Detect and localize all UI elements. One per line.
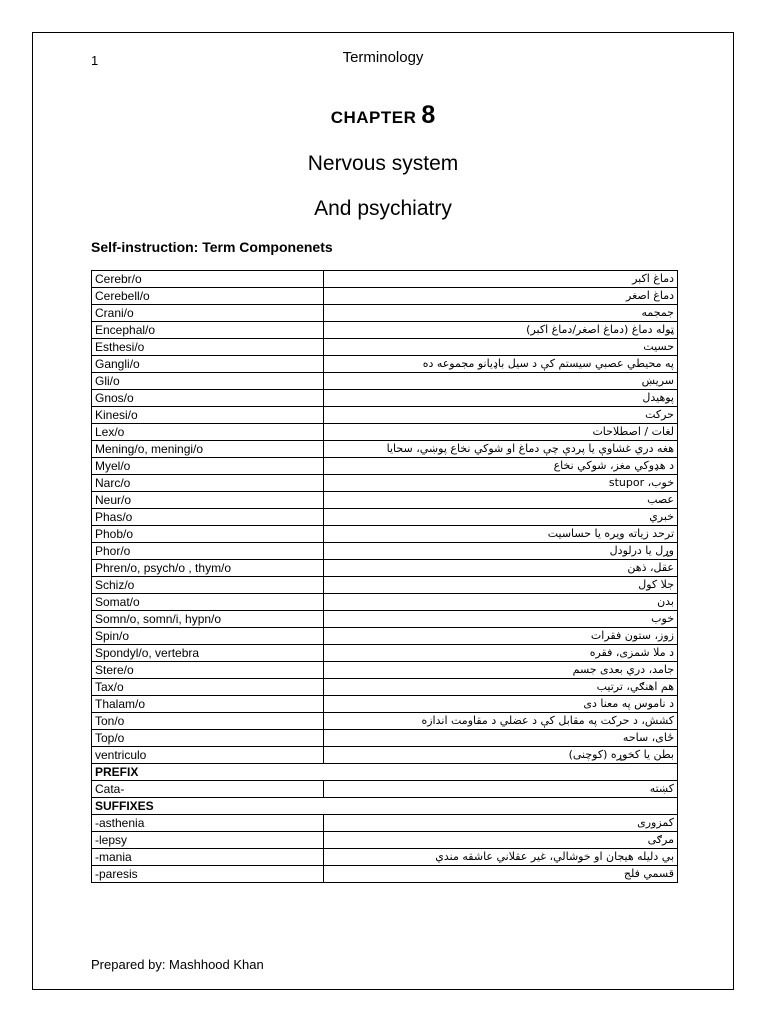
meaning-cell: جامد، دري بعدی جسم: [324, 662, 678, 679]
term-cell: Ton/o: [92, 713, 324, 730]
table-row: [92, 475, 678, 492]
page-number: 1: [91, 53, 99, 68]
meaning-cell: وړل یا درلودل: [324, 543, 678, 560]
meaning-cell: د هډوکي مغز، شوکي نخاع: [324, 458, 678, 475]
term-cell: Kinesi/o: [92, 407, 324, 424]
term-components-table: [91, 270, 678, 883]
table-row: [92, 560, 678, 577]
suffixes-row: [92, 798, 678, 815]
term-cell: Somat/o: [92, 594, 324, 611]
table-row: [92, 815, 678, 832]
meaning-cell: دماغ اکبر: [324, 271, 678, 288]
prefix-heading: PREFIX: [92, 764, 678, 781]
table-row: [92, 509, 678, 526]
term-cell: Mening/o, meningi/o: [92, 441, 324, 458]
table-row: [92, 339, 678, 356]
table-row: [92, 288, 678, 305]
term-cell: Cerebell/o: [92, 288, 324, 305]
table-row: [92, 866, 678, 883]
meaning-cell: هغه دري غشاوې یا پردې چې دماغ او شوکي نخاع پوښي، سحایا: [324, 441, 678, 458]
term-cell: Narc/o: [92, 475, 324, 492]
chapter-title-line-1: Nervous system: [307, 152, 459, 175]
running-header: Terminology: [342, 49, 424, 66]
footer-credit: Prepared by: Mashhood Khan: [91, 957, 264, 972]
term-cell: Cata-: [92, 781, 324, 798]
term-cell: Thalam/o: [92, 696, 324, 713]
chapter-number: 8: [421, 101, 436, 129]
table-row: [92, 577, 678, 594]
meaning-cell: حرکت: [324, 407, 678, 424]
term-cell: Phor/o: [92, 543, 324, 560]
meaning-cell: د ملا شمزی، فقره: [324, 645, 678, 662]
meaning-cell: بطن یا کخوړه (کوچنی): [324, 747, 678, 764]
table-row: [92, 305, 678, 322]
term-cell: Schiz/o: [92, 577, 324, 594]
term-cell: Tax/o: [92, 679, 324, 696]
table-row: [92, 390, 678, 407]
table-row: [92, 322, 678, 339]
term-cell: ventriculo: [92, 747, 324, 764]
meaning-cell: کشش، د حرکت په مقابل کې د عضلي د مقاومت اندازه: [324, 713, 678, 730]
term-cell: Gnos/o: [92, 390, 324, 407]
table-row: [92, 645, 678, 662]
term-cell: Lex/o: [92, 424, 324, 441]
meaning-cell: سریښ: [324, 373, 678, 390]
term-cell: -paresis: [92, 866, 324, 883]
term-table-body: [92, 271, 678, 883]
meaning-cell: پوهیدل: [324, 390, 678, 407]
term-cell: Phas/o: [92, 509, 324, 526]
meaning-cell: ټوله دماغ (دماغ اصغر/دماغ اکبر): [324, 322, 678, 339]
table-row: [92, 441, 678, 458]
meaning-cell: حسیت: [324, 339, 678, 356]
meaning-cell: د ناموس په معنا دی: [324, 696, 678, 713]
meaning-cell: زوز، ستون فقرات: [324, 628, 678, 645]
meaning-cell: خبري: [324, 509, 678, 526]
meaning-cell: هم اهنګي، ترتیب: [324, 679, 678, 696]
meaning-cell: لغات / اصطلاحات: [324, 424, 678, 441]
term-cell: -lepsy: [92, 832, 324, 849]
table-row: [92, 730, 678, 747]
chapter-title-line-2: And psychiatry: [314, 197, 452, 220]
prefix-row: [92, 764, 678, 781]
term-cell: Phren/o, psych/o , thym/o: [92, 560, 324, 577]
term-cell: Top/o: [92, 730, 324, 747]
term-cell: Encephal/o: [92, 322, 324, 339]
table-row: [92, 849, 678, 866]
table-row: [92, 747, 678, 764]
term-cell: Spin/o: [92, 628, 324, 645]
table-row: [92, 713, 678, 730]
meaning-cell: عصب: [324, 492, 678, 509]
meaning-cell: خوب: [324, 611, 678, 628]
meaning-cell: بي دلیله هیجان او خوشالي، غیر عقلاني عاشقه مندي: [324, 849, 678, 866]
meaning-cell: کښته: [324, 781, 678, 798]
meaning-cell: جلا کول: [324, 577, 678, 594]
term-cell: Esthesi/o: [92, 339, 324, 356]
term-cell: Cerebr/o: [92, 271, 324, 288]
term-cell: Gli/o: [92, 373, 324, 390]
table-row: [92, 526, 678, 543]
table-row: [92, 628, 678, 645]
term-cell: Somn/o, somn/i, hypn/o: [92, 611, 324, 628]
table-row: [92, 679, 678, 696]
meaning-cell: ځای، ساحه: [324, 730, 678, 747]
chapter-heading: [33, 101, 733, 130]
meaning-cell: عقل، ذهن: [324, 560, 678, 577]
term-cell: Phob/o: [92, 526, 324, 543]
term-cell: -asthenia: [92, 815, 324, 832]
table-row: [92, 424, 678, 441]
table-row: [92, 662, 678, 679]
term-cell: -mania: [92, 849, 324, 866]
table-row: [92, 543, 678, 560]
table-row: [92, 832, 678, 849]
table-row: [92, 356, 678, 373]
meaning-cell: بدن: [324, 594, 678, 611]
term-cell: Myel/o: [92, 458, 324, 475]
term-cell: Neur/o: [92, 492, 324, 509]
meaning-cell: مرګی: [324, 832, 678, 849]
table-row: [92, 611, 678, 628]
table-row: [92, 271, 678, 288]
meaning-cell: خوب، stupor: [324, 475, 678, 492]
table-row: [92, 458, 678, 475]
table-row: [92, 407, 678, 424]
term-cell: Spondyl/o, vertebra: [92, 645, 324, 662]
meaning-cell: ترحد زیاته ویره یا حساسیت: [324, 526, 678, 543]
term-cell: Gangli/o: [92, 356, 324, 373]
table-row: [92, 492, 678, 509]
document-page: [32, 32, 734, 990]
meaning-cell: کمزوری: [324, 815, 678, 832]
table-row: [92, 373, 678, 390]
table-row: [92, 781, 678, 798]
meaning-cell: قسمي فلج: [324, 866, 678, 883]
section-heading: Self-instruction: Term Componenets: [91, 239, 333, 255]
meaning-cell: په محیطي عصبي سیستم کې د سیل باډیانو مجموعه ده: [324, 356, 678, 373]
suffixes-heading: SUFFIXES: [92, 798, 678, 815]
chapter-label: CHAPTER: [330, 108, 417, 127]
meaning-cell: دماغ اصغر: [324, 288, 678, 305]
meaning-cell: جمجمه: [324, 305, 678, 322]
table-row: [92, 594, 678, 611]
term-cell: Stere/o: [92, 662, 324, 679]
table-row: [92, 696, 678, 713]
term-cell: Crani/o: [92, 305, 324, 322]
